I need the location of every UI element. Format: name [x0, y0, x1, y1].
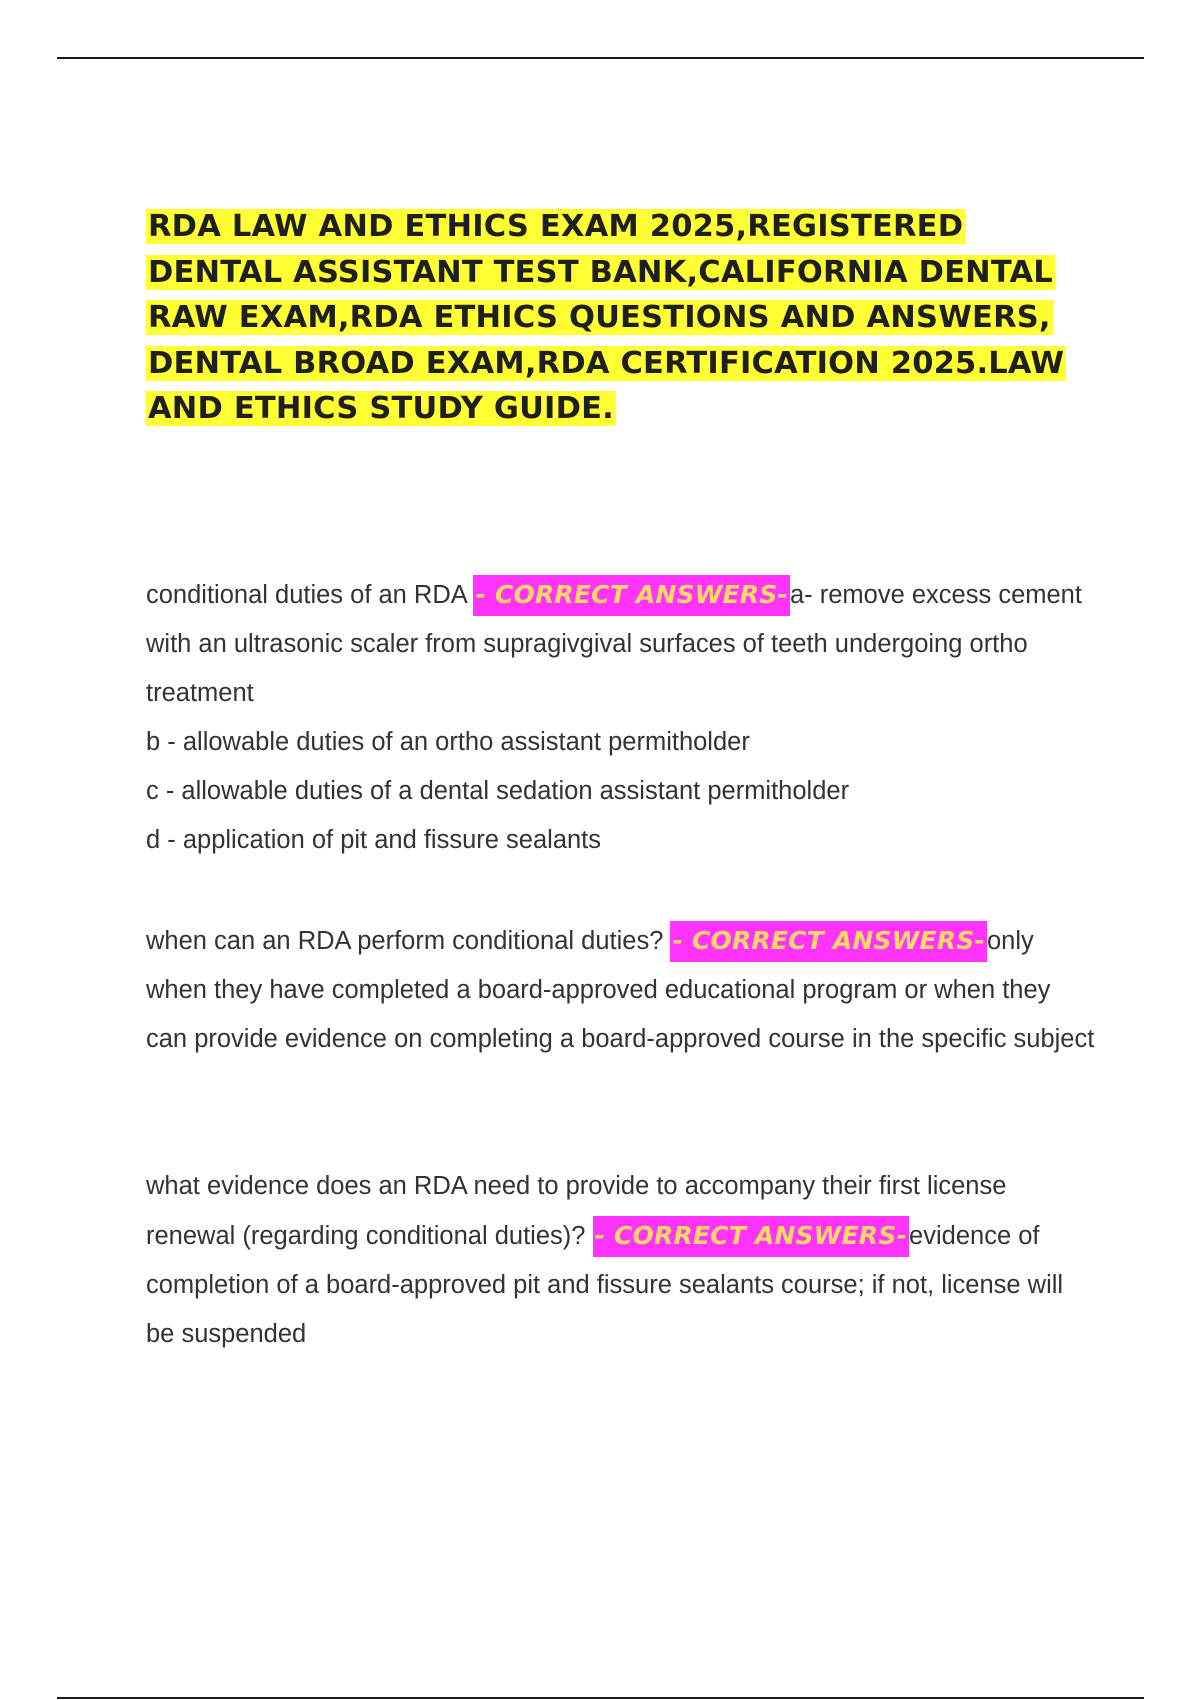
document-title [146, 204, 1076, 432]
correct-answers-marker: - CORRECT ANSWERS- [473, 575, 790, 616]
question-text: conditional duties of an RDA [146, 581, 474, 609]
qa-item-license-renewal-evidence [146, 1162, 1096, 1359]
answer-text: only when they have completed a board-approved educational program or when they can provide evidence on completing a board-approved course in the specific subject [146, 927, 1095, 1053]
answer-option-d: d - application of pit and fissure sealants [146, 826, 602, 854]
question-text: when can an RDA perform conditional duties? [146, 927, 671, 955]
qa-paragraph [146, 916, 1096, 1064]
correct-answers-marker: - CORRECT ANSWERS- [593, 1216, 910, 1257]
answer-option-c: c - allowable duties of a dental sedation assistant permitholder [146, 777, 850, 805]
qa-item-conditional-duties [146, 570, 1096, 865]
qa-item-when-conditional-duties [146, 916, 1096, 1064]
top-rule [57, 57, 1144, 59]
title-highlight: RDA LAW AND ETHICS EXAM 2025,REGISTERED DENTAL ASSISTANT TEST BANK,CALIFORNIA DENTAL RAW EXAM,RDA ETHICS QUESTIONS AND ANSWERS, DENTAL BROAD EXAM,RDA CERTIFICATION 2025.LAW AND ETHICS STUDY GUIDE. [148, 209, 1065, 426]
qa-paragraph [146, 570, 1096, 718]
correct-answers-marker: - CORRECT ANSWERS- [670, 921, 987, 962]
answer-text: evidence of completion of a board-approved pit and fissure sealants course; if not, license will be suspended [146, 1222, 1064, 1348]
bottom-rule [57, 1697, 1144, 1699]
question-text: what evidence does an RDA need to provide to accompany their first license renewal (regarding conditional duties)? [146, 1172, 1007, 1250]
qa-paragraph [146, 1162, 1096, 1359]
answer-text: a- remove excess cement with an ultrasonic scaler from supragivgival surfaces of teeth undergoing ortho treatment [146, 581, 1082, 707]
answer-option-b: b - allowable duties of an ortho assistant permitholder [146, 728, 750, 756]
